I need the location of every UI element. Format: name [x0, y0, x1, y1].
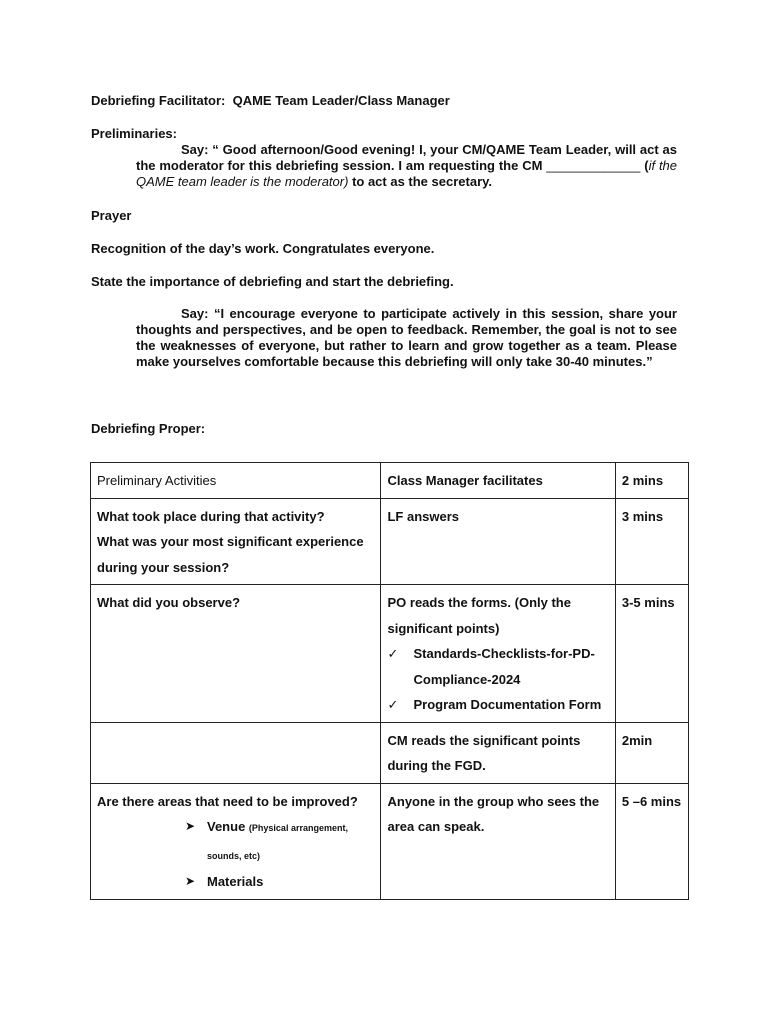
moderator-note: if the QAME team leader is the moderator [136, 158, 678, 189]
po-reads-text: PO reads the forms. (Only the significant points) [387, 595, 571, 636]
list-item [97, 814, 374, 869]
say-suffix: to act as the secretary. [352, 174, 493, 189]
table-row [91, 783, 689, 899]
prayer-line: Prayer [91, 208, 132, 223]
table-row [91, 463, 689, 499]
table-cell: 5 –6 mins [615, 783, 688, 899]
venue-item [207, 814, 374, 869]
materials-label: Materials [207, 874, 264, 889]
venue-label: Venue [207, 819, 246, 834]
preliminaries-heading: Preliminaries: [91, 126, 177, 141]
table-cell [381, 585, 615, 723]
list-item [387, 692, 608, 718]
table-row [91, 498, 689, 585]
question-text: What was your most significant experience during your session? [97, 534, 364, 575]
improvement-question: Are there areas that need to be improved? [97, 793, 358, 809]
table-cell: Class Manager facilitates [381, 463, 615, 499]
table-cell [91, 498, 381, 585]
checklist-item-label: Standards-Checklists-for-PD-Compliance-2024 [413, 646, 595, 687]
say-encourage-paragraph: Say: “I encourage everyone to participate actively in this session, share your thoughts and perspectives, and be open to feedback. Remember, the goal is not to see the weaknesses of everyone, but rather to learn and grow together as a team. Please make yourselves comfortable because this debriefing will only take 30-40 minutes.” [136, 306, 677, 369]
table-cell [91, 722, 381, 783]
list-item [97, 869, 374, 895]
say-text: Say: “ Good afternoon/Good evening! I, your CM/QAME Team Leader, will act as the moderator for this debriefing session. I am requesting the CM [136, 142, 677, 173]
table-cell: Preliminary Activities [91, 463, 381, 499]
table-row [91, 722, 689, 783]
table-cell: Anyone in the group who sees the area can speak. [381, 783, 615, 899]
facilitator-label: Debriefing Facilitator: [91, 93, 226, 108]
checkmark-icon: ✓ [387, 646, 399, 661]
table-cell: 2 mins [615, 463, 688, 499]
open-paren: ( [644, 158, 649, 173]
debriefing-proper-heading: Debriefing Proper: [91, 421, 206, 436]
table-cell: What did you observe? [91, 585, 381, 723]
question-text: What took place during that activity? [97, 508, 325, 524]
venue-note: (Physical arrangement, sounds, etc) [207, 823, 348, 861]
table-cell: CM reads the significant points during the FGD. [381, 722, 615, 783]
list-item [387, 641, 608, 692]
checkmark-icon: ✓ [387, 697, 399, 712]
facilitator-value: QAME Team Leader/Class Manager [232, 93, 450, 108]
table-cell: 2min [615, 722, 688, 783]
table-cell: LF answers [381, 498, 615, 585]
arrow-bullet-icon: ➤ [185, 874, 196, 888]
table-row [91, 585, 689, 723]
preliminaries-say-paragraph [136, 142, 677, 190]
close-paren: ) [344, 174, 349, 189]
secretary-blank: _____________ [546, 158, 641, 173]
checklist-item-label: Program Documentation Form [413, 697, 602, 712]
table-cell: 3-5 mins [615, 585, 688, 723]
importance-line: State the importance of debriefing and start the debriefing. [91, 274, 454, 289]
facilitator-line [91, 93, 450, 108]
recognition-line: Recognition of the day’s work. Congratulates everyone. [91, 241, 435, 256]
debriefing-table [90, 462, 689, 900]
arrow-bullet-icon: ➤ [185, 819, 196, 833]
table-cell [91, 783, 381, 899]
table-cell: 3 mins [615, 498, 688, 585]
